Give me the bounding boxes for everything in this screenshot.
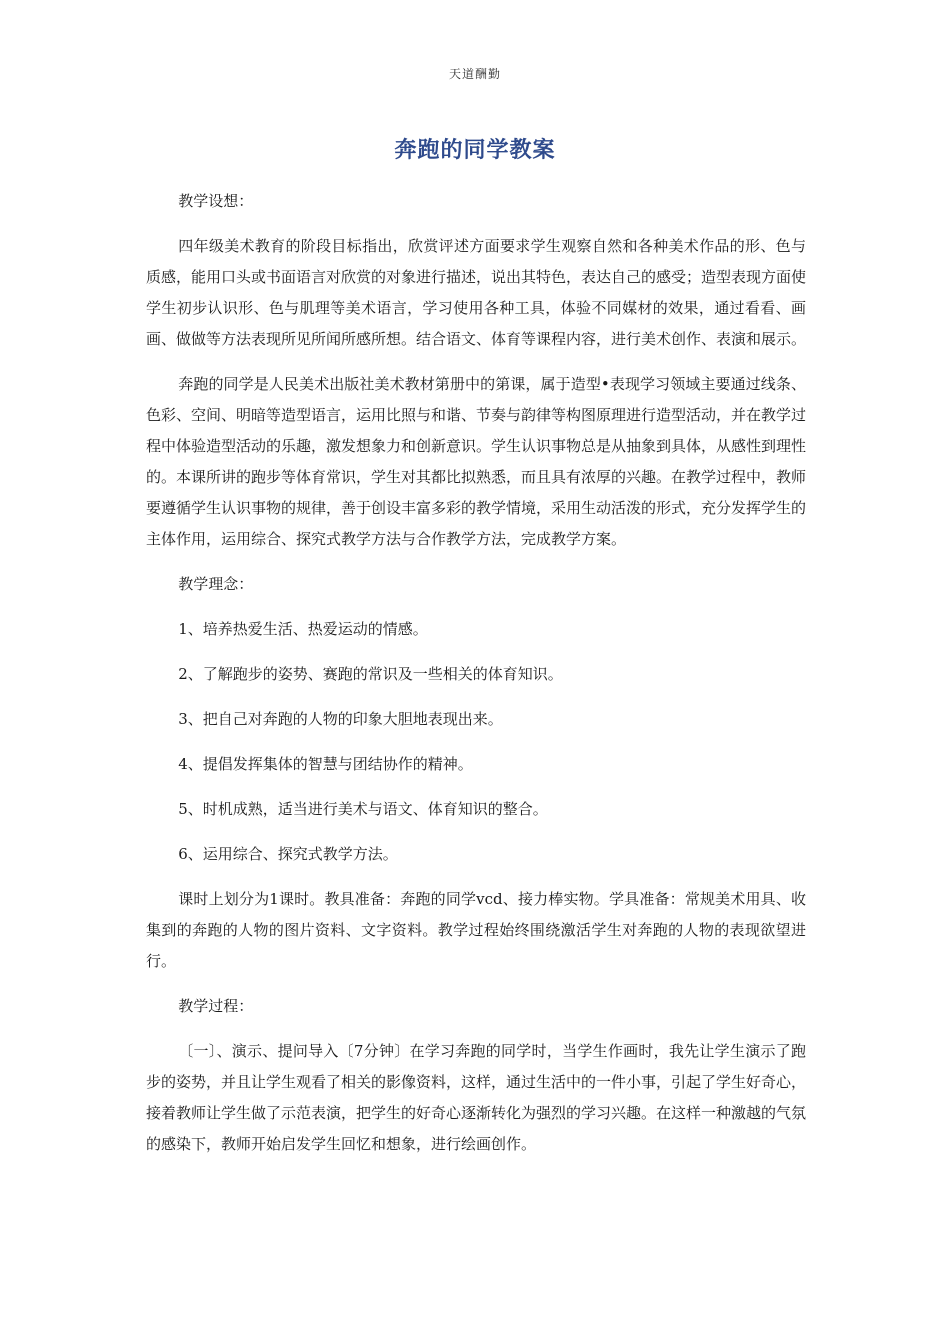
paragraph-preparation: 课时上划分为1课时。教具准备：奔跑的同学vcd、接力棒实物。学具准备：常规美术用具、收集到的奔跑的人物的图片资料、文字资料。教学过程始终围绕激活学生对奔跑的人物的表现欲望进行。: [146, 890, 806, 970]
section-heading-philosophy: 教学理念：: [178, 575, 254, 593]
list-item: 2、了解跑步的姿势、赛跑的常识及一些相关的体育知识。: [178, 665, 563, 683]
section-heading-process: 教学过程：: [178, 997, 254, 1015]
paragraph-course-intro: 奔跑的同学是人民美术出版社美术教材第册中的第课，属于造型•表现学习领域主要通过线条、色彩、空间、明暗等造型语言，运用比照与和谐、节奏与韵律等构图原理进行造型活动，并在教学过程中体验造型活动的乐趣，激发想象力和创新意识。学生认识事物总是从抽象到具体，从感性到理性的。本课所讲的跑步等体育常识，学生对其都比拟熟悉，而且具有浓厚的兴趣。在教学过程中，教师要遵循学生认识事物的规律，善于创设丰富多彩的教学情境，采用生动活泼的形式，充分发挥学生的主体作用，运用综合、探究式教学方法与合作教学方法，完成教学方案。: [146, 375, 807, 548]
paragraph-step-one: 〔一〕、演示、提问导入〔7分钟〕在学习奔跑的同学时，当学生作画时，我先让学生演示了跑步的姿势，并且让学生观看了相关的影像资料，这样，通过生活中的一件小事，引起了学生好奇心，接着教师让学生做了示范表演，把学生的好奇心逐渐转化为强烈的学习兴趣。在这样一种激越的气氛的感染下，教师开始启发学生回忆和想象，进行绘画创作。: [146, 1042, 807, 1153]
page-header: 天道酬勤: [448, 67, 501, 81]
document-body: [146, 186, 806, 1174]
list-item: 5、时机成熟，适当进行美术与语文、体育知识的整合。: [178, 800, 548, 818]
section-heading-design: 教学设想：: [178, 192, 254, 210]
list-item: 3、把自己对奔跑的人物的印象大胆地表现出来。: [178, 710, 503, 728]
list-item: 4、提倡发挥集体的智慧与团结协作的精神。: [178, 755, 473, 773]
list-item: 1、培养热爱生活、热爱运动的情感。: [178, 620, 428, 638]
paragraph-goals: 四年级美术教育的阶段目标指出，欣赏评述方面要求学生观察自然和各种美术作品的形、色与质感，能用口头或书面语言对欣赏的对象进行描述，说出其特色，表达自己的感受；造型表现方面使学生初步认识形、色与肌理等美术语言，学习使用各种工具，体验不同媒材的效果，通过看看、画画、做做等方法表现所见所闻所感所想。结合语文、体育等课程内容，进行美术创作、表演和展示。: [146, 237, 807, 348]
list-item: 6、运用综合、探究式教学方法。: [178, 845, 398, 863]
document-title: 奔跑的同学教案: [394, 137, 556, 163]
